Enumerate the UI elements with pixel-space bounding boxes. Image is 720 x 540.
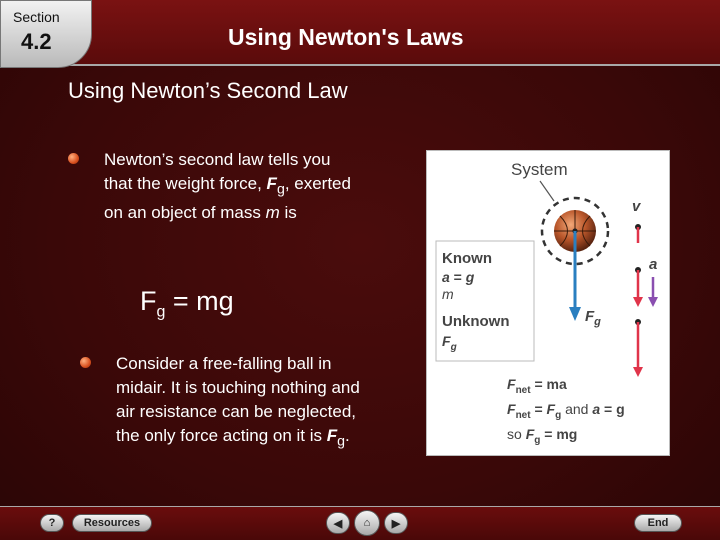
- bullet-free-fall: [80, 352, 366, 453]
- system-pointer: [540, 181, 554, 201]
- section-tab: [0, 0, 92, 68]
- section-label: Section: [13, 9, 60, 25]
- velocity-label: v: [632, 198, 641, 215]
- known-title: Known: [442, 250, 492, 267]
- known-acceleration: a = g: [442, 269, 475, 285]
- bullet-icon: [80, 357, 91, 368]
- bullet-weight-force: [68, 148, 354, 225]
- section-number: 4.2: [21, 29, 52, 54]
- velocity-arrowhead-3: [633, 367, 643, 377]
- force-label: $F_g$: [585, 308, 601, 328]
- free-fall-diagram: [427, 151, 671, 457]
- system-label: System: [511, 160, 568, 179]
- help-button[interactable]: ?: [40, 514, 64, 532]
- back-arrow-icon[interactable]: ◀: [326, 512, 350, 534]
- force-arrowhead: [569, 307, 581, 321]
- resources-button[interactable]: Resources: [72, 514, 152, 532]
- forward-arrow-icon[interactable]: ▶: [384, 512, 408, 534]
- equation-weight-result: so $F_g$ = mg: [507, 426, 578, 446]
- unknown-title: Unknown: [442, 313, 510, 330]
- accel-label: a: [649, 256, 658, 273]
- end-button[interactable]: End: [634, 514, 682, 532]
- bullet-weight-force-text: Newton’s second law tells you that the weight force, $F_g$, exerted on an object of mass m is: [104, 150, 351, 223]
- known-mass: m: [442, 286, 454, 302]
- free-fall-figure: [426, 150, 670, 456]
- home-icon[interactable]: ⌂: [354, 510, 380, 536]
- accel-arrowhead: [648, 297, 658, 307]
- header-title: Using Newton's Laws: [228, 24, 464, 50]
- bullet-free-fall-text: Consider a free-falling ball in midair. It is touching nothing and air resistance can be neglected, the only force acting on it is $F_g$.: [116, 354, 360, 450]
- bullet-icon: [68, 153, 79, 164]
- slide-title: Using Newton’s Second Law: [68, 78, 348, 103]
- unknown-force: $F_g$: [442, 333, 457, 353]
- weight-equation: $F_g$ = mg: [140, 286, 234, 321]
- velocity-arrowhead-2: [633, 297, 643, 307]
- equation-net-equals-weight: $F_{net} = F_g$ and a = g: [507, 401, 625, 421]
- equation-net-force: $F_{net}$ = ma: [507, 376, 567, 396]
